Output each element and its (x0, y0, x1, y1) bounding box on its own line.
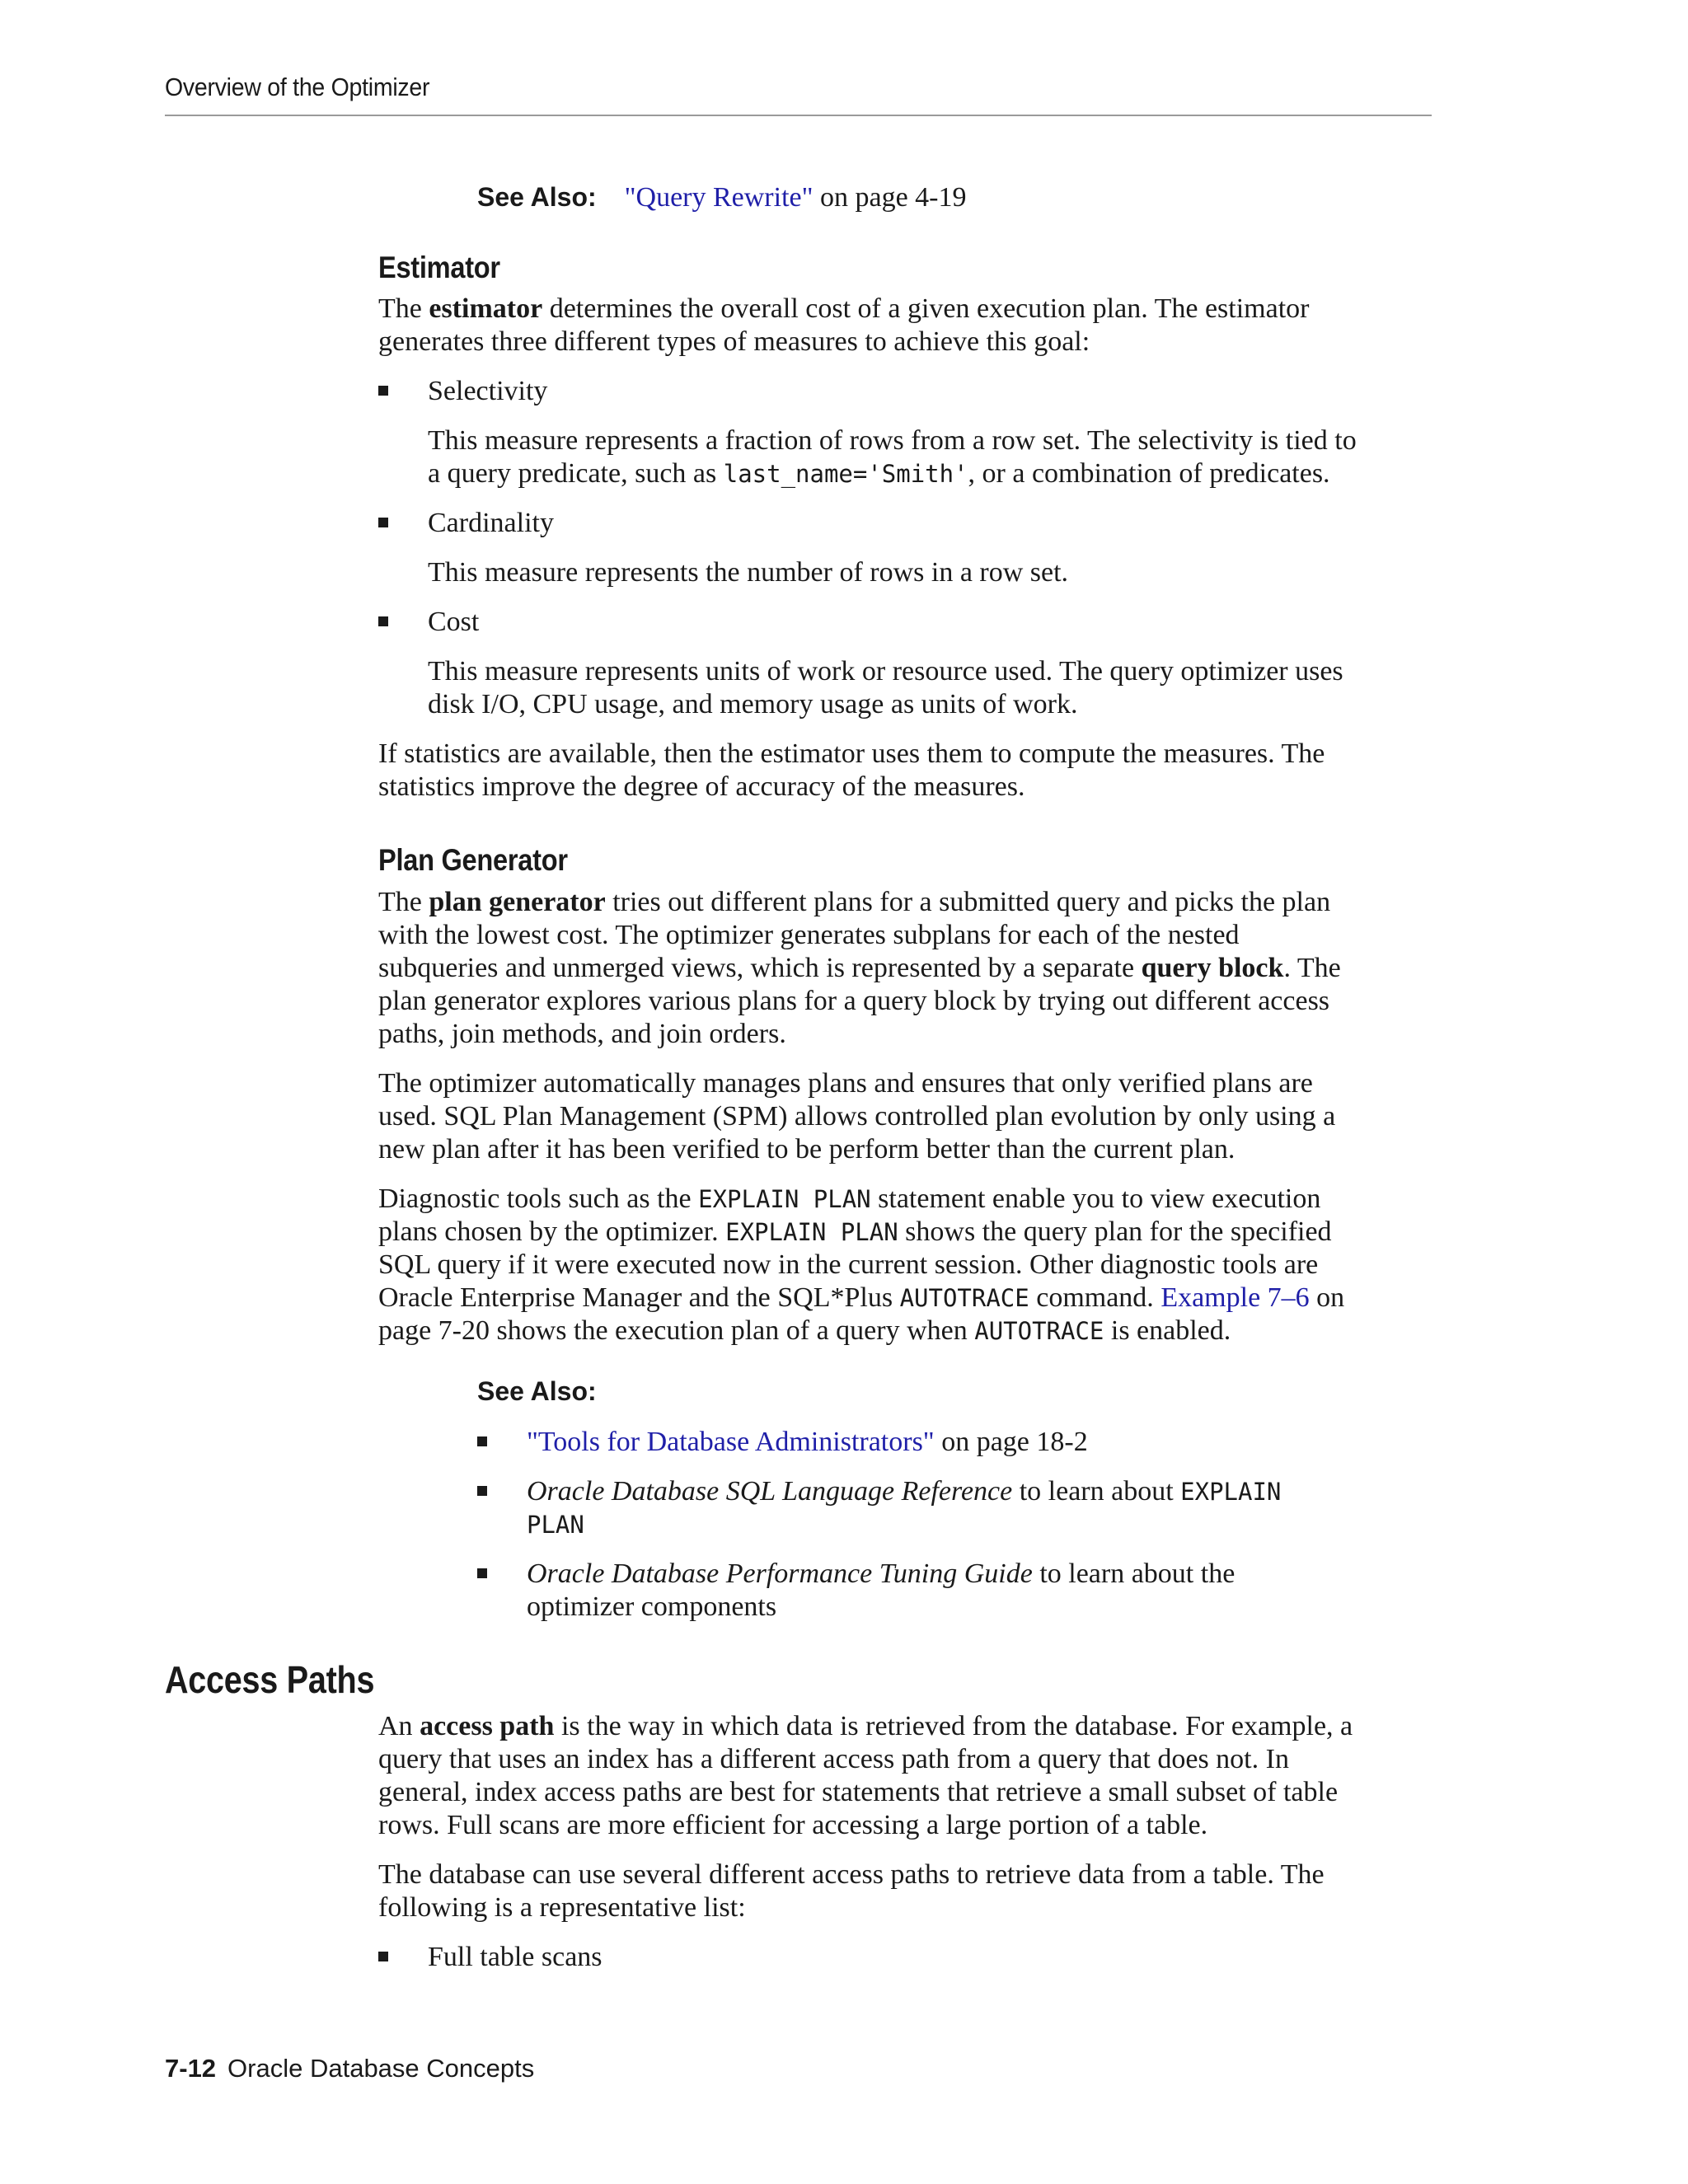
access-paths-paragraph-2: The database can use several different access paths to retrieve data from a table. The following is a representative list: (378, 1859, 1325, 1923)
code-explain-plan: EXPLAIN PLAN (698, 1185, 871, 1213)
bullet-icon (378, 386, 388, 396)
cost-description: This measure represents units of work or resource used. The query optimizer uses disk I/O, CPU usage, and memory usage as units of work. (428, 656, 1343, 719)
estimator-heading: Estimator (378, 251, 500, 284)
sql-language-reference-title: Oracle Database SQL Language Reference (527, 1476, 1013, 1507)
tools-for-dba-link[interactable]: "Tools for Database Administrators" (527, 1427, 935, 1457)
statistics-paragraph: If statistics are available, then the estimator uses them to compute the measures. The statistics improve the degree of accuracy of the measures. (378, 738, 1325, 802)
bullet-icon (477, 1486, 487, 1496)
plan-generator-paragraph-2: The optimizer automatically manages plans and ensures that only verified plans are used. SQL Plan Management (SPM) allows controlled plan evolution by only using a new plan after it has been verified to be perform better than the current plan. (378, 1068, 1336, 1165)
header-rule (165, 115, 1432, 116)
access-paths-heading: Access Paths (165, 1658, 375, 1701)
bullet-icon (477, 1436, 487, 1446)
selectivity-description: This measure represents a fraction of rows from a row set. The selectivity is tied to a query predicate, such as last_name='Smith', or a combination of predicates. (428, 425, 1357, 489)
cardinality-description: This measure represents the number of rows in a row set. (428, 557, 1069, 588)
see-also-query-rewrite (477, 180, 967, 214)
code-autotrace: AUTOTRACE (899, 1284, 1029, 1312)
term-estimator: estimator (429, 293, 543, 324)
term-query-block: query block (1141, 953, 1284, 983)
plan-generator-paragraph-1: The plan generator tries out different plans for a submitted query and picks the plan with the lowest cost. The optimizer generates subplans for each of the nested subqueries and unmerged views, which is represented by a separate query block. The plan generator explores various plans for a query block by trying out different access paths, join methods, and join orders. (378, 887, 1341, 1049)
bullet-icon (378, 1952, 388, 1961)
code-last-name: last_name='Smith' (723, 460, 968, 488)
performance-tuning-guide-title: Oracle Database Performance Tuning Guide (527, 1558, 1033, 1589)
plan-generator-paragraph-3: Diagnostic tools such as the EXPLAIN PLAN statement enable you to view execution plans chosen by the optimizer. EXPLAIN PLAN shows the query plan for the specified SQL query if it were executed now in the current session. Other diagnostic tools are Oracle Enterprise Manager and the SQL*Plus AUTOTRACE command. Example 7–6 on page 7-20 shows the execution plan of a query when AUTOTRACE is enabled. (378, 1183, 1345, 1346)
see-also-label-2: See Also: (477, 1376, 597, 1406)
see-also-suffix: on page 4-19 (813, 182, 967, 213)
query-rewrite-link[interactable]: "Query Rewrite" (624, 182, 814, 213)
code-explain-plan: EXPLAIN PLAN (725, 1218, 898, 1246)
bullet-icon (378, 518, 388, 527)
bullet-icon (378, 616, 388, 626)
book-title: Oracle Database Concepts (227, 2054, 535, 2083)
page-footer (165, 2054, 534, 2083)
code-autotrace: AUTOTRACE (974, 1317, 1104, 1345)
page-number: 7-12 (165, 2054, 217, 2083)
running-header: Overview of the Optimizer (165, 73, 430, 101)
term-access-path: access path (420, 1711, 555, 1741)
bullet-icon (477, 1568, 487, 1578)
access-paths-paragraph-1: An access path is the way in which data is retrieved from the database. For example, a query that uses an index has a different access path from a query that does not. In general, index access paths are best for statements that retrieve a small subset of table rows. Full scans are more efficient for accessing a large portion of a table. (378, 1711, 1353, 1840)
plan-generator-heading: Plan Generator (378, 843, 568, 877)
example-7-6-link[interactable]: Example 7–6 (1160, 1282, 1310, 1313)
see-also-label: See Also: (477, 182, 597, 212)
estimator-intro: The estimator determines the overall cost of a given execution plan. The estimator generates three different types of measures to achieve this goal: (378, 293, 1310, 357)
term-plan-generator: plan generator (429, 887, 606, 917)
